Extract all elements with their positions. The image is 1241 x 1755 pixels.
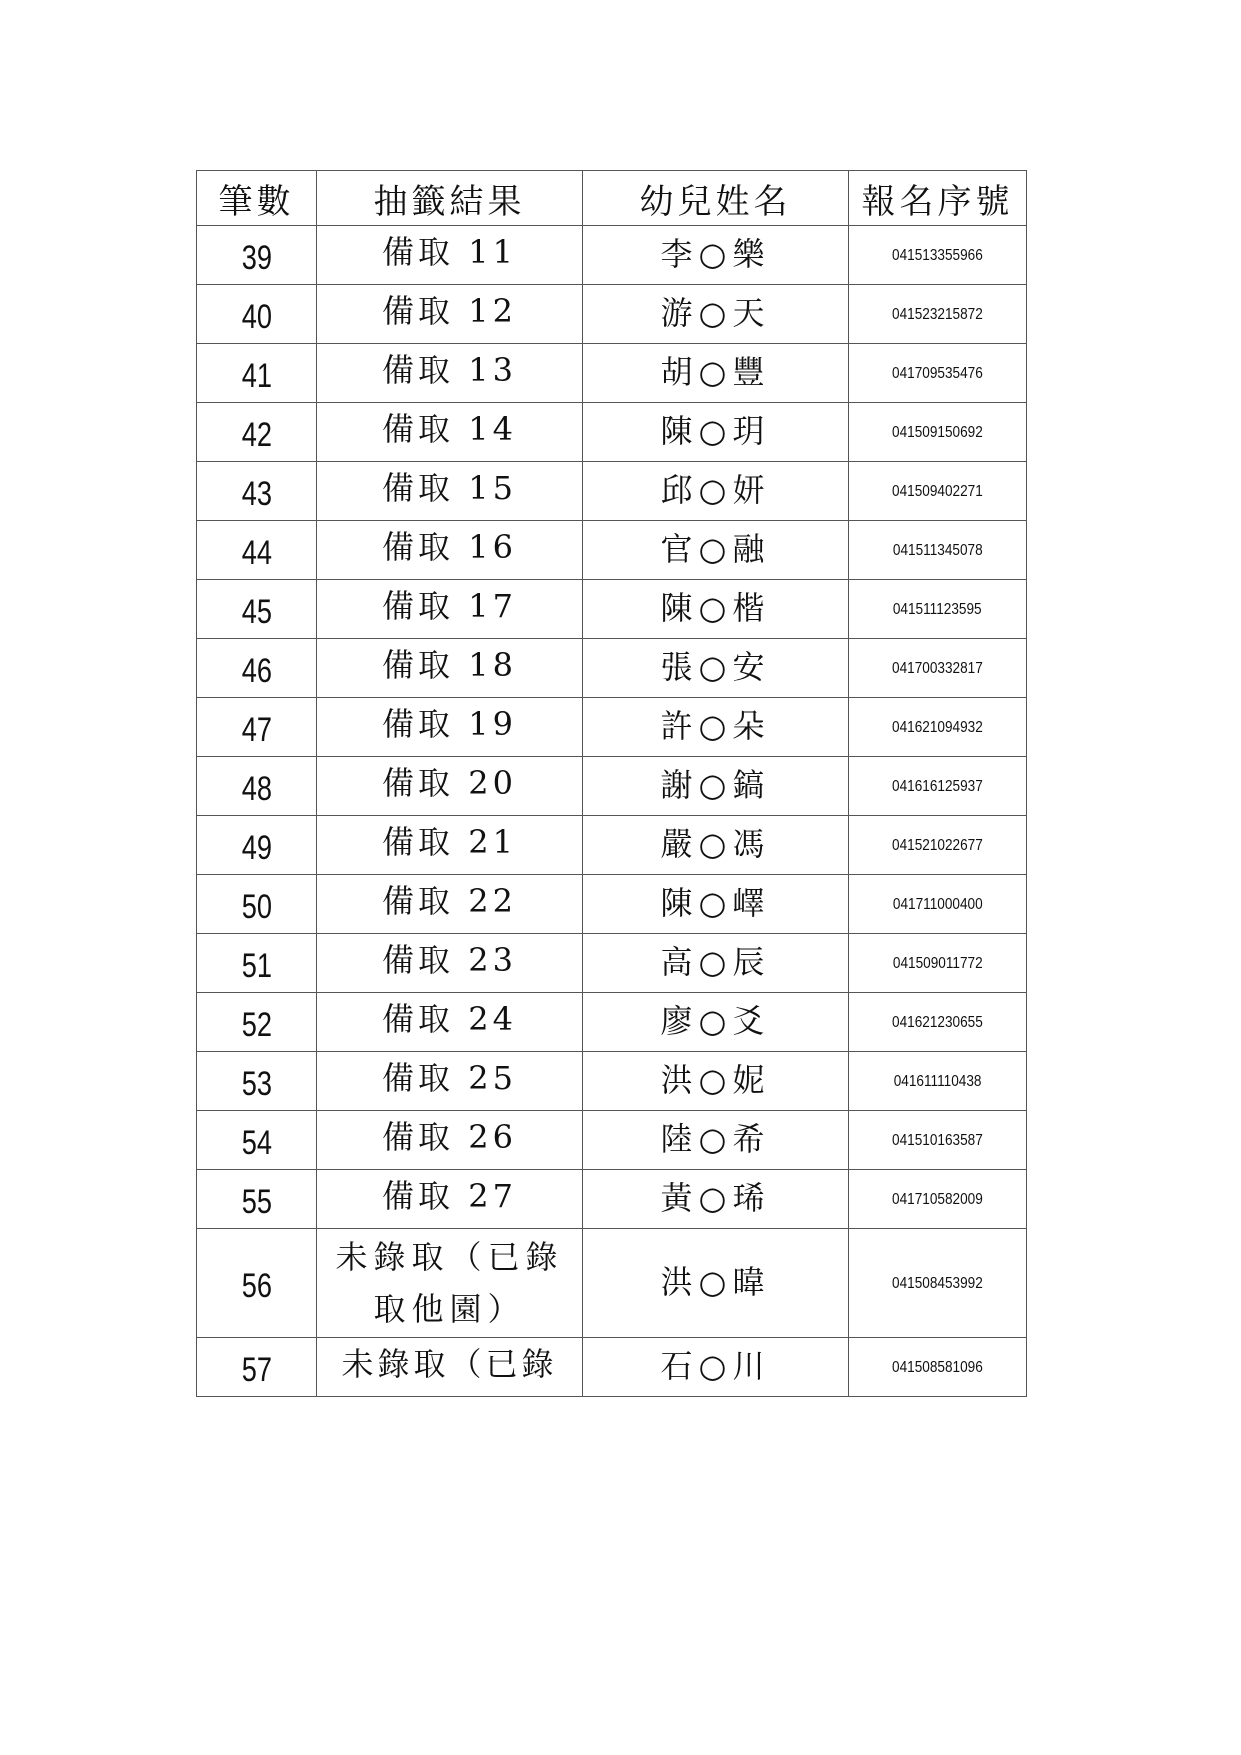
row-result: 備取 13: [382, 351, 517, 389]
row-registration-number: 041511123595: [893, 601, 982, 618]
table-row: [197, 816, 1027, 875]
row-child-name: 黃○琋: [660, 1179, 771, 1217]
row-child-name: 洪○妮: [660, 1061, 771, 1099]
lottery-results-table: [196, 170, 1027, 1397]
row-child-name: 胡○豐: [660, 353, 771, 391]
row-count: 54: [241, 1123, 272, 1162]
row-result: 備取 11: [382, 233, 517, 271]
row-count: 45: [241, 592, 272, 631]
row-result: 備取 12: [382, 292, 517, 330]
row-registration-number: 041621094932: [892, 719, 983, 736]
row-child-name: 嚴○馮: [660, 825, 771, 863]
row-result: 備取 19: [382, 705, 517, 743]
row-child-name: 張○安: [660, 648, 771, 686]
table-row: [197, 1229, 1027, 1338]
row-result: 備取 22: [382, 882, 517, 920]
row-registration-number: 041511345078: [892, 542, 983, 559]
table-row: [197, 403, 1027, 462]
row-child-name: 游○天: [660, 294, 771, 332]
table-row: [197, 698, 1027, 757]
table-row: [197, 1338, 1027, 1397]
row-registration-number: 041621230655: [892, 1014, 983, 1031]
row-count: 46: [241, 651, 272, 690]
row-result: 未錄取（已錄取他園）: [335, 1238, 564, 1328]
row-result: 備取 18: [382, 646, 517, 684]
row-child-name: 李○樂: [660, 235, 771, 273]
row-registration-number: 041508581096: [892, 1359, 983, 1376]
header-count: 筆數: [197, 171, 317, 226]
row-child-name: 陳○嶧: [660, 884, 771, 922]
row-child-name: 陳○玥: [660, 412, 771, 450]
row-child-name: 洪○暐: [660, 1263, 771, 1301]
row-registration-number: 041711000400: [892, 896, 983, 913]
row-result: 備取 14: [382, 410, 517, 448]
row-count: 41: [241, 356, 272, 395]
row-result: 備取 27: [382, 1177, 517, 1215]
row-registration-number: 041700332817: [892, 660, 983, 677]
row-child-name: 石○川: [660, 1347, 771, 1385]
row-count: 43: [241, 474, 272, 513]
row-count: 57: [241, 1350, 272, 1389]
row-count: 53: [241, 1064, 272, 1103]
row-registration-number: 041508453992: [892, 1275, 983, 1292]
table-row: [197, 580, 1027, 639]
table-row: [197, 875, 1027, 934]
header-child-name: 幼兒姓名: [583, 171, 849, 226]
row-child-name: 邱○妍: [660, 471, 771, 509]
table-row: [197, 934, 1027, 993]
row-count: 56: [241, 1266, 272, 1305]
row-result: 備取 20: [382, 764, 517, 802]
row-result: 備取 17: [382, 587, 517, 625]
row-count: 44: [241, 533, 272, 572]
table-row: [197, 462, 1027, 521]
row-count: 47: [241, 710, 272, 749]
row-child-name: 許○朵: [660, 707, 771, 745]
row-registration-number: 041509150692: [892, 424, 983, 441]
row-count: 52: [241, 1005, 272, 1044]
row-child-name: 陸○希: [660, 1120, 771, 1158]
row-registration-number: 041710582009: [892, 1191, 983, 1208]
row-registration-number: 041510163587: [892, 1132, 983, 1149]
table-row: [197, 1111, 1027, 1170]
table-row: [197, 1052, 1027, 1111]
row-result: 未錄取（已錄: [341, 1345, 558, 1383]
row-registration-number: 041523215872: [892, 306, 983, 323]
header-registration-number: 報名序號: [849, 171, 1027, 226]
row-result: 備取 26: [382, 1118, 517, 1156]
row-registration-number: 041509011772: [892, 955, 983, 972]
row-registration-number: 041509402271: [892, 483, 983, 500]
row-count: 49: [241, 828, 272, 867]
row-registration-number: 041611110438: [893, 1073, 982, 1090]
row-count: 40: [241, 297, 272, 336]
row-count: 42: [241, 415, 272, 454]
row-registration-number: 041521022677: [892, 837, 983, 854]
row-registration-number: 041616125937: [892, 778, 983, 795]
row-count: 51: [241, 946, 272, 985]
row-count: 50: [241, 887, 272, 926]
row-count: 55: [241, 1182, 272, 1221]
table-row: [197, 1170, 1027, 1229]
row-result: 備取 16: [382, 528, 517, 566]
table-row: [197, 344, 1027, 403]
row-result: 備取 15: [382, 469, 517, 507]
row-result: 備取 21: [382, 823, 517, 861]
row-count: 48: [241, 769, 272, 808]
table-row: [197, 639, 1027, 698]
row-registration-number: 041709535476: [892, 365, 983, 382]
row-result: 備取 24: [382, 1000, 517, 1038]
table-row: [197, 993, 1027, 1052]
row-count: 39: [241, 238, 272, 277]
row-child-name: 陳○楷: [660, 589, 771, 627]
row-child-name: 謝○鎬: [660, 766, 771, 804]
row-result: 備取 23: [382, 941, 517, 979]
row-registration-number: 041513355966: [892, 247, 983, 264]
table-header-row: [197, 171, 1027, 226]
header-lottery-result: 抽籤結果: [317, 171, 583, 226]
table-row: [197, 521, 1027, 580]
table-row: [197, 226, 1027, 285]
table-row: [197, 285, 1027, 344]
row-child-name: 高○辰: [660, 943, 771, 981]
row-child-name: 官○融: [660, 530, 771, 568]
row-result: 備取 25: [382, 1059, 517, 1097]
row-child-name: 廖○爻: [660, 1002, 771, 1040]
table-row: [197, 757, 1027, 816]
